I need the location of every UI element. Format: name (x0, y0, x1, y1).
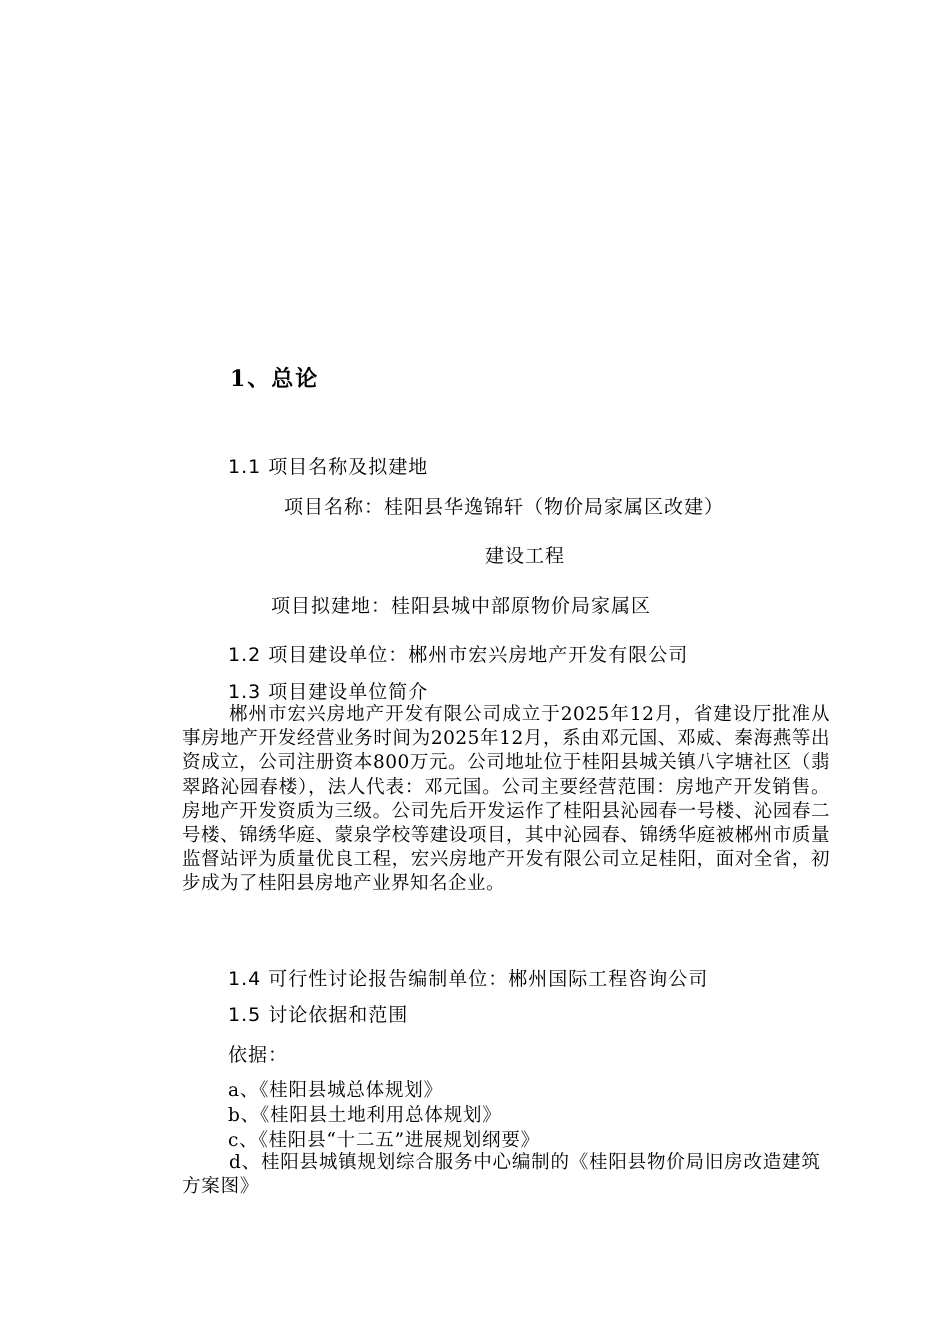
section-heading-1-1: 1.1 项目名称及拟建地 (228, 456, 429, 478)
section-heading-1-3: 1.3 项目建设单位简介 (228, 681, 429, 703)
basis-item: d、桂阳县城镇规划综合服务中心编制的《桂阳县物价局旧房改造建筑方案图》 (182, 1152, 821, 1198)
project-name-line-2: 建设工程 (485, 545, 566, 567)
basis-item: b、《桂阳县土地利用总体规划》 (228, 1105, 502, 1126)
basis-item: c、《桂阳县“十二五”进展规划纲要》 (228, 1130, 540, 1151)
company-profile-paragraph: 郴州市宏兴房地产开发有限公司成立于2025年12月，省建设厅批准从事房地产开发经营业务时间为2025年12月，系由邓元国、邓威、秦海燕等出资成立，公司注册资本800万元。公司地址位于桂阳县城关镇八字塘社区（翡翠路沁园春楼），法人代表：邓元国。公司主要经营范围：房地产开发销售。房地产开发资质为三级。公司先后开发运作了桂阳县沁园春一号楼、沁园春二号楼、锦绣华庭、蒙泉学校等建设项目，其中沁园春、锦绣华庭被郴州市质量监督站评为质量优良工程，宏兴房地产开发有限公司立足桂阳，面对全省，初步成为了桂阳县房地产业界知名企业。 (182, 704, 830, 895)
chapter-title: 1、总论 (230, 366, 320, 392)
project-site: 项目拟建地：桂阳县城中部原物价局家属区 (271, 595, 652, 617)
project-name-line-1: 项目名称：桂阳县华逸锦轩（物价局家属区改建） (284, 496, 725, 518)
basis-label: 依据： (228, 1044, 289, 1066)
section-heading-1-4: 1.4 可行性讨论报告编制单位：郴州国际工程咨询公司 (228, 968, 709, 990)
basis-item: a、《桂阳县城总体规划》 (228, 1080, 443, 1101)
section-heading-1-2: 1.2 项目建设单位：郴州市宏兴房地产开发有限公司 (228, 644, 689, 666)
section-heading-1-5: 1.5 讨论依据和范围 (228, 1004, 409, 1026)
